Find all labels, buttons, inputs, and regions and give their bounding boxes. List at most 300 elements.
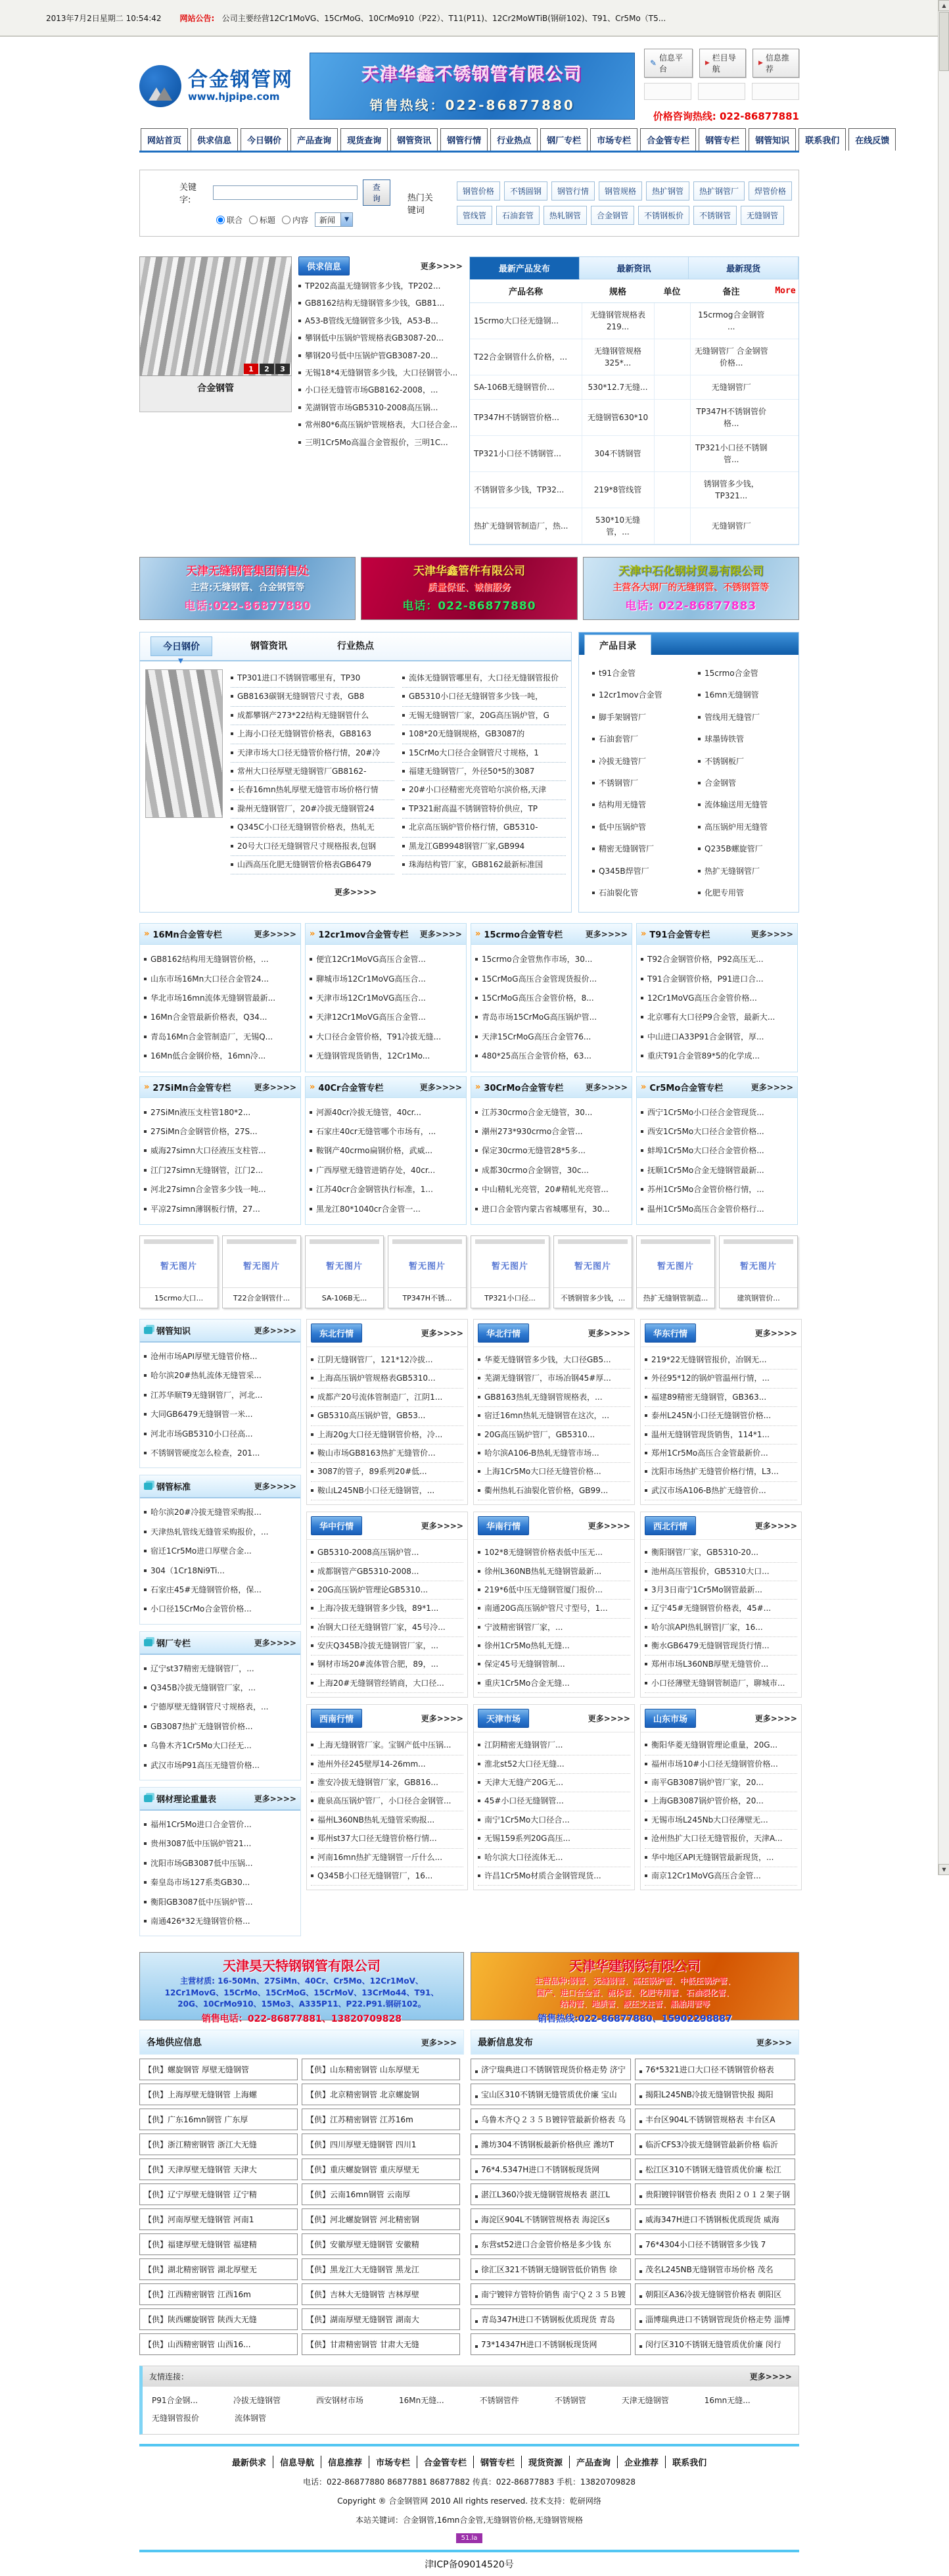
list-item[interactable]: 219*6低中压无缝钢管厦门报价... (478, 1581, 630, 1600)
carousel-page-3[interactable]: 3 (275, 364, 290, 374)
list-item[interactable]: Q345C小口径无缝钢管价格表，热轧无 (231, 819, 394, 837)
cell-product-name[interactable]: TP321小口径不锈钢管... (470, 436, 582, 472)
info-cell[interactable]: 徐汇区321不锈钢无缝钢管低价销售 徐 (471, 2258, 631, 2280)
list-item[interactable]: 不锈钢管硬度怎么检查，201... (144, 1444, 296, 1463)
table-row[interactable] (470, 375, 799, 400)
vertical-scrollbar[interactable] (938, 0, 949, 1875)
list-item[interactable]: TP321耐高温不锈钢管特价供应，TP (402, 800, 566, 819)
table-row[interactable] (470, 472, 799, 508)
list-item[interactable]: 贵州3087低中压锅炉管21... (144, 1834, 296, 1853)
hot-keyword[interactable]: 合金钢管 (591, 206, 634, 225)
catalog-item[interactable]: 热扩无缝钢管厂 (689, 861, 795, 882)
list-item[interactable]: 淮安冷拔无缝钢管厂家，GB816... (311, 1774, 463, 1792)
supply-cell[interactable]: 【供】云南16mn钢管 云南厚 (302, 2183, 460, 2205)
thumb-caption[interactable]: 不锈钢管多少钱，... (554, 1287, 632, 1308)
info-cell[interactable]: 威海347H进口不锈钢板优质现货 威海 (635, 2208, 795, 2230)
product-thumb-card[interactable] (553, 1235, 632, 1308)
list-item[interactable]: 江阴精密无缝钢管厂... (478, 1736, 630, 1755)
catalog-item[interactable]: 精密无缝钢管厂 (583, 838, 689, 860)
supply-cell[interactable]: 【供】螺旋钢管 厚壁无缝钢管 (139, 2059, 298, 2080)
list-item[interactable]: 芜湖无缝钢管厂，市场冶钢45#厚... (478, 1370, 630, 1388)
list-item[interactable]: 衡水GB6479无缝钢管现货行情... (645, 1637, 797, 1656)
supply-cell[interactable]: 【供】四川厚壁无缝钢管 四川1 (302, 2134, 460, 2155)
supply-cell[interactable]: 【供】黑龙江大无缝钢管 黑龙江 (302, 2258, 460, 2280)
list-item[interactable]: 成都攀钢产273*22结构无缝钢管什么 (231, 707, 394, 725)
product-thumb-card[interactable] (471, 1235, 549, 1308)
footer-nav-link[interactable]: 产品查询 (570, 2456, 618, 2468)
supply-demand-title[interactable]: 供求信息 (298, 256, 350, 275)
info-cell[interactable]: 76*5321进口大口径不锈钢管价格表 (635, 2059, 795, 2080)
list-item[interactable]: 45#小口径无缝钢管... (478, 1792, 630, 1811)
info-cell[interactable]: 临沂CFS3冷拔无缝钢管最新价格 临沂 (635, 2134, 795, 2155)
list-item[interactable]: 衡阳华菱无缝钢管理论重量，20G... (645, 1736, 797, 1755)
list-item[interactable]: 成都30crmo合金钢管，30c... (475, 1161, 628, 1180)
list-item[interactable]: 哈尔滨20#热轧流体无缝管采... (144, 1366, 296, 1385)
carousel-page-1[interactable]: 1 (244, 364, 258, 374)
section-more-link[interactable]: 更多>>>> (421, 1328, 463, 1338)
supply-cell[interactable]: 【供】河北螺旋钢管 河北精密钢 (302, 2208, 460, 2230)
list-item[interactable]: 保定30crmo无缝管28*5多... (475, 1141, 628, 1160)
region-title-button[interactable]: 天津市场 (478, 1709, 529, 1728)
list-item[interactable]: 乌鲁木齐1Cr5Mo大口径无... (144, 1736, 296, 1755)
ad-banner-2[interactable]: 天津华鑫管件有限公司 质量保证、诚信服务 电话：022-86877880 (361, 557, 577, 620)
scroll-up-arrow[interactable]: ▲ (938, 0, 949, 11)
list-item[interactable]: 上海1Cr5Mo大口径无缝管价格... (478, 1463, 630, 1481)
friend-link[interactable]: 冷拔无缝钢管 (233, 2396, 281, 2406)
list-item[interactable]: 南通426*32无缝钢管价格... (144, 1912, 296, 1931)
panel-more-link[interactable]: 更多>>> (421, 2038, 457, 2047)
footer-nav-link[interactable]: 联系我们 (672, 2458, 707, 2469)
list-item[interactable]: 保定45号无缝钢管制... (478, 1656, 630, 1674)
list-item[interactable]: 河南16mn热扩无缝钢管一斤什么... (311, 1849, 463, 1867)
friend-link[interactable]: 不锈钢管 (554, 2396, 586, 2406)
list-item[interactable]: 辽宁45#无缝钢管价格表，45#... (645, 1600, 797, 1618)
list-item[interactable]: 北京高压锅炉管价格行情，GB5310- (402, 819, 566, 837)
section-more-link[interactable]: 更多>>>> (588, 1714, 630, 1724)
list-item[interactable]: 南京12Cr1MoVG高压合金管... (645, 1867, 797, 1886)
cell-product-name[interactable]: TP347H不锈钢管价格... (470, 400, 582, 436)
list-item[interactable]: 20号大口径无缝钢管尺寸规格报表,包钢 (231, 838, 394, 856)
scrollbar-thumb[interactable] (939, 12, 949, 71)
list-item[interactable]: 哈尔滨大口径流体无... (478, 1849, 630, 1867)
hot-keyword[interactable]: 热扩钢管 (646, 181, 689, 201)
list-item[interactable]: 秦皇岛市场127系类GB30... (144, 1873, 296, 1892)
list-item[interactable]: 青岛市场15CrMoG高压锅炉管... (475, 1008, 628, 1027)
nav-item[interactable]: 市场专栏 (590, 128, 637, 151)
hot-keyword[interactable]: 热扩钢管厂 (693, 181, 745, 201)
list-item[interactable]: 青岛16Mn合金管制造厂，无锡Q... (144, 1028, 296, 1047)
list-item[interactable]: 鞍钢产40crmo扁钢价格，武威... (310, 1141, 462, 1160)
list-item[interactable]: 徐州L360NB热轧无缝钢管最新... (478, 1563, 630, 1581)
footer-nav-link[interactable]: 合金管专栏 (417, 2456, 474, 2468)
list-item[interactable]: 平凉27simn薄钢板行情，27... (144, 1200, 296, 1219)
hot-keyword[interactable]: 钢管规格 (599, 181, 642, 201)
thumb-caption[interactable]: 热扩无缝钢管制造... (637, 1287, 714, 1308)
info-cell[interactable]: 76*4304小口径不锈钢管多少钱 7 (635, 2233, 795, 2255)
section-more-link[interactable]: 更多>>>> (254, 930, 296, 940)
ad-banner-1[interactable]: 天津无缝钢管集团销售处 主营:无缝钢管、合金钢管等 电话:022-86877880 (139, 557, 356, 620)
list-item[interactable]: 江门27simn无缝钢管，江门2... (144, 1161, 296, 1180)
supply-cell[interactable]: 【供】山西精密钢管 山西16... (139, 2333, 298, 2355)
list-item[interactable]: 小口径薄壁无缝钢管制造厂，聊城市... (645, 1675, 797, 1693)
search-input[interactable] (213, 185, 358, 200)
footer-nav-link[interactable]: 信息导航 (273, 2456, 321, 2468)
list-item[interactable]: 重庆1Cr5Mo合金无缝... (478, 1675, 630, 1693)
nav-item[interactable]: 钢管专栏 (699, 128, 746, 151)
column-nav-button[interactable]: ▶ 栏目导航 (699, 49, 746, 78)
hot-keyword[interactable]: 焊管价格 (749, 181, 792, 201)
list-item[interactable]: 上海小口径无缝钢管价格表，GB8163 (231, 725, 394, 744)
tab-latest-news[interactable]: 最新资讯 (580, 257, 689, 279)
info-cell[interactable]: 宝山区310不锈钢无缝管质优价廉 宝山 (471, 2084, 631, 2105)
list-item[interactable]: 钢材市场20#流体管合肥，89，... (311, 1656, 463, 1674)
section-more-link[interactable]: 更多>>>> (585, 1082, 628, 1092)
thumb-caption[interactable]: 建筑钢管价... (720, 1287, 797, 1308)
list-item[interactable]: 西安1Cr5Mo大口径合金管价格... (641, 1122, 793, 1141)
list-item[interactable]: 大口径合金管价格，T91冷拔无缝... (310, 1028, 462, 1047)
list-item[interactable]: 福州L360NB热轧无缝管采购报... (311, 1811, 463, 1830)
list-item[interactable]: 沈阳市场热扩无缝管价格行情，L3... (645, 1463, 797, 1481)
list-item[interactable]: 沈阳市场GB3087低中压锅... (144, 1854, 296, 1873)
list-item[interactable]: 华中地区API无缝钢管最新现货，... (645, 1849, 797, 1867)
section-more-link[interactable]: 更多>>>> (419, 930, 462, 940)
info-cell[interactable]: 贵阳镀锌钢管价格表 贵阳２０１２架子钢 (635, 2183, 795, 2205)
list-item[interactable]: 苏州1Cr5Mo合金管价格行情，... (641, 1180, 793, 1199)
list-item[interactable]: 山西高压化肥无缝钢管价格表GB6479 (231, 856, 394, 874)
nav-item[interactable]: 合金管专栏 (640, 128, 696, 151)
table-row[interactable] (470, 508, 799, 544)
thumb-caption[interactable]: SA-106B无... (306, 1287, 383, 1308)
product-thumb-card[interactable] (636, 1235, 715, 1308)
list-item[interactable]: 304（1Cr18Ni9Ti... (144, 1562, 296, 1581)
supply-cell[interactable]: 【供】山东精密钢管 山东厚壁无 (302, 2059, 460, 2080)
list-item[interactable]: 郑州市场L360NB厚壁无缝管价... (645, 1656, 797, 1674)
hot-keyword[interactable]: 无缝钢管 (741, 206, 784, 225)
section-more-link[interactable]: 更多>>>> (588, 1521, 630, 1531)
list-item[interactable]: 衡阳钢管厂家，GB5310-20... (645, 1544, 797, 1562)
list-item[interactable]: 蚌埠1Cr5Mo大口径合金管价格... (641, 1141, 793, 1160)
supply-cell[interactable]: 【供】甘肃精密钢管 甘肃大无缝 (302, 2333, 460, 2355)
hot-keyword[interactable]: 不锈钢板价 (638, 206, 689, 225)
list-item[interactable]: 黑龙江80*1040cr合金管一... (310, 1200, 462, 1219)
product-thumb-card[interactable] (222, 1235, 301, 1308)
list-item[interactable]: 池州外径245壁厚14-26mm... (311, 1755, 463, 1774)
catalog-item[interactable]: 石油套管厂 (583, 728, 689, 750)
info-cell[interactable]: 73*14347H进口不锈钢板现货网 (471, 2333, 631, 2355)
friend-link[interactable]: 16mn无缝... (704, 2396, 751, 2406)
list-item[interactable]: 小口径无缝管市场GB8162-2008，... (298, 385, 463, 396)
list-item[interactable]: 威海27simn大口径液压支柱管... (144, 1141, 296, 1160)
list-item[interactable]: 16Mn低合金钢价格，16mn冷... (144, 1047, 296, 1066)
bottom-banner-2[interactable]: 天津华建钢铁有限公司 主营品种:钢管、无缝钢管、高压锅炉管、中低压锅炉管、 国产、进口合金管、流体管、化肥专用管、石油裂化管、 结构管、地质管、液压支柱管、船舶用管等 销售热线:022-86877880、15902298887 (471, 1952, 799, 2020)
catalog-item[interactable]: Q345B焊管厂 (583, 861, 689, 882)
list-item[interactable]: 江苏华顺T9无缝钢管厂，河北... (144, 1386, 296, 1405)
list-item[interactable]: 大同GB6479无缝钢管一米... (144, 1405, 296, 1424)
list-item[interactable]: 郑州st37大口径无缝管价格行情... (311, 1830, 463, 1848)
catalog-item[interactable]: 不锈钢管厂 (583, 773, 689, 794)
list-item[interactable]: 武汉市场A106-B热扩无缝管价... (645, 1482, 797, 1500)
section-more-link[interactable]: 更多>>>> (254, 1794, 296, 1804)
list-item[interactable]: 中山进口A33P91合金钢管，厚... (641, 1028, 793, 1047)
list-item[interactable]: 华菱无缝钢管多少钱，大口径GB5... (478, 1351, 630, 1370)
cell-product-name[interactable]: 热扩无缝钢管制造厂，热... (470, 508, 582, 544)
section-more-link[interactable]: 更多>>>> (419, 1082, 462, 1092)
list-item[interactable]: GB8163碳钢无缝钢管尺寸表，GB8 (231, 688, 394, 706)
list-item[interactable]: 温州1Cr5Mo高压合金管价格行... (641, 1200, 793, 1219)
supply-cell[interactable]: 【供】辽宁厚壁无缝钢管 辽宁精 (139, 2183, 298, 2205)
list-item[interactable]: 中山精轧光亮管，20#精轧光亮管... (475, 1180, 628, 1199)
list-item[interactable]: GB8162结构无缝钢管多少钱，GB81... (298, 298, 463, 309)
list-item[interactable]: 福建无缝钢管厂，外径50*5的3087 (402, 763, 566, 781)
supply-cell[interactable]: 【供】陕西螺旋钢管 陕西大无缝 (139, 2308, 298, 2330)
catalog-item[interactable]: 化肥专用管 (689, 882, 795, 904)
list-item[interactable]: 南宁1Cr5Mo大口径合... (478, 1811, 630, 1830)
list-item[interactable]: 华北市场16mn流体无缝钢管最新... (144, 989, 296, 1008)
catalog-item[interactable]: 合金钢管 (689, 773, 795, 794)
nav-item[interactable]: 现货查询 (340, 128, 388, 151)
list-item[interactable]: 219*22无缝钢管报价，冶钢无... (645, 1351, 797, 1370)
section-more-link[interactable]: 更多>>>> (754, 1521, 797, 1531)
site-logo[interactable] (139, 65, 300, 107)
section-more-link[interactable]: 更多>>>> (751, 930, 793, 940)
list-item[interactable]: 三明1Cr5Mo高温合金管报价，三明1C... (298, 437, 463, 448)
section-more-link[interactable]: 更多>>>> (421, 1714, 463, 1724)
info-cell[interactable]: 乌鲁木齐Ｑ２３５Ｂ镀锌管最新价格表 乌 (471, 2109, 631, 2130)
section-more-link[interactable]: 更多>>>> (751, 1082, 793, 1092)
list-item[interactable]: GB8162结构用无缝钢管价格，... (144, 950, 296, 969)
list-item[interactable]: 宿迁1Cr5Mo进口厚壁合金... (144, 1542, 296, 1561)
list-item[interactable]: 20G高压锅炉管理论GB5310... (311, 1581, 463, 1600)
list-item[interactable]: 哈尔滨A106-B热轧无缝管市场... (478, 1444, 630, 1463)
nav-item[interactable]: 供求信息 (191, 128, 238, 151)
supply-cell[interactable]: 【供】湖南厚壁无缝钢管 湖南大 (302, 2308, 460, 2330)
list-item[interactable]: 上海冷拔无缝钢管多少钱，89*1... (311, 1600, 463, 1618)
list-item[interactable]: 常州大口径厚壁无缝钢管厂GB8162- (231, 763, 394, 781)
list-item[interactable]: 宁德厚壁无缝钢管尺寸规格表，... (144, 1698, 296, 1717)
list-item[interactable]: 江阴无缝钢管厂，121*12冷拔... (311, 1351, 463, 1370)
section-more-link[interactable]: 更多>>>> (254, 1638, 296, 1648)
section-more-link[interactable]: 更多>>>> (754, 1328, 797, 1338)
thumb-caption[interactable]: TP347H不锈... (388, 1287, 466, 1308)
list-item[interactable]: 哈尔滨20#冷拔无缝管采购报... (144, 1503, 296, 1522)
list-item[interactable]: 宁波精密钢管厂家，... (478, 1619, 630, 1637)
list-item[interactable]: 西宁1Cr5Mo小口径合金管现货... (641, 1103, 793, 1122)
nav-item[interactable]: 钢管知识 (749, 128, 796, 151)
list-item[interactable]: 15CrMo大口径合金钢管尺寸规格，1 (402, 744, 566, 763)
friend-link[interactable]: P91合金钢... (152, 2396, 198, 2406)
list-item[interactable]: 进口合金管内蒙古省城哪里有，30... (475, 1200, 628, 1219)
radio-union[interactable]: 联合 (216, 214, 243, 226)
list-item[interactable]: 淮北st52大口径无缝... (478, 1755, 630, 1774)
list-item[interactable]: 鞍山L245NB小口径无缝钢管，... (311, 1482, 463, 1500)
friend-link[interactable]: 16Mn无缝... (398, 2396, 444, 2406)
product-carousel[interactable] (139, 256, 292, 545)
catalog-item[interactable]: 16mn无缝钢管 (689, 684, 795, 706)
list-item[interactable]: Q345B小口径无缝钢管厂，16... (311, 1867, 463, 1886)
list-item[interactable]: 福州市场10#小口径无缝钢管价格... (645, 1755, 797, 1774)
catalog-item[interactable]: 高压锅炉用无缝管 (689, 817, 795, 838)
nav-item[interactable]: 今日钢价 (241, 128, 288, 151)
table-row[interactable] (470, 400, 799, 436)
list-item[interactable]: 无缝钢管现货销售，12Cr1Mo... (310, 1047, 462, 1066)
footer-nav-link[interactable]: 现货资源 (522, 2456, 570, 2468)
list-item[interactable]: 黑龙江GB9948钢管厂家,GB994 (402, 838, 566, 856)
table-row[interactable] (470, 339, 799, 375)
list-item[interactable]: 芜湖钢管市场GB5310-2008高压锅... (298, 402, 463, 414)
section-more-link[interactable]: 更多>>>> (754, 1714, 797, 1724)
list-item[interactable]: 沧州市场API厚壁无缝管价格... (144, 1347, 296, 1366)
list-item[interactable]: 15CrMoG高压合金管现货报价... (475, 970, 628, 989)
hot-keyword[interactable]: 钢管价格 (457, 181, 500, 201)
supply-cell[interactable]: 【供】北京精密钢管 北京螺旋钢 (302, 2084, 460, 2105)
section-more-link[interactable]: 更多>>>> (588, 1328, 630, 1338)
scroll-down-arrow[interactable]: ▼ (938, 1864, 949, 1875)
table-more-link[interactable]: More (772, 279, 799, 303)
tab-today-price[interactable]: 今日钢价 ▼ (150, 636, 212, 656)
section-more-link[interactable]: 更多>>>> (254, 1082, 296, 1092)
list-item[interactable]: TP202高温无缝钢管多少钱，TP202... (298, 281, 463, 292)
list-item[interactable]: 许昌1Cr5Mo材质合金钢管现货... (478, 1867, 630, 1886)
list-item[interactable]: 天津大无缝产20G无... (478, 1774, 630, 1792)
footer-nav-link[interactable]: 钢管专栏 (474, 2456, 522, 2468)
info-platform-button[interactable]: ✎ 信息平台 (644, 49, 693, 78)
list-item[interactable]: 河源40cr冷拔无缝管，40cr... (310, 1103, 462, 1122)
list-item[interactable]: 20G高压锅炉管厂，GB5310... (478, 1426, 630, 1444)
list-item[interactable]: 上海20g大口径无缝钢管价格，冷... (311, 1426, 463, 1444)
list-item[interactable]: 宿迁16mn热轧无缝钢管在这次，... (478, 1407, 630, 1425)
list-item[interactable]: A53-B管线无缝钢管多少钱，A53-B... (298, 316, 463, 327)
cell-product-name[interactable]: 15crmo大口径无缝钢... (470, 303, 582, 339)
list-item[interactable]: 徐州1Cr5Mo热轧无缝... (478, 1637, 630, 1656)
list-item[interactable]: 福州1Cr5Mo进口合金管价... (144, 1815, 296, 1834)
supply-cell[interactable]: 【供】河南厚壁无缝钢管 河南1 (139, 2208, 298, 2230)
list-item[interactable]: 天津市场12Cr1MoVG高压合... (310, 989, 462, 1008)
catalog-item[interactable]: 管线用无缝管厂 (689, 707, 795, 728)
list-item[interactable]: 攀钢低中压锅炉管规格表GB3087-20... (298, 333, 463, 344)
catalog-item[interactable]: 结构用无缝管 (583, 794, 689, 816)
thumb-caption[interactable]: T22合金钢管什... (223, 1287, 300, 1308)
list-item[interactable]: 聊城市场12Cr1MoVG高压合... (310, 970, 462, 989)
carousel-caption[interactable]: 合金钢管 (139, 376, 292, 412)
friend-links-more[interactable]: 更多>>>> (749, 2372, 792, 2382)
section-more-link[interactable]: 更多>>>> (585, 930, 628, 940)
list-item[interactable]: 山东市场16Mn大口径合金管24... (144, 970, 296, 989)
list-item[interactable]: 15crmo合金管焦作市场，30... (475, 950, 628, 969)
list-item[interactable]: 12Cr1MoVG高压合金管价格... (641, 989, 793, 1008)
supply-cell[interactable]: 【供】安徽厚壁无缝钢管 安徽精 (302, 2233, 460, 2255)
list-item[interactable]: 无锡无缝钢管厂家，20G高压锅炉管，G (402, 707, 566, 725)
today-more-link[interactable]: 更多>>>> (334, 888, 377, 897)
carousel-image[interactable] (139, 256, 292, 376)
list-item[interactable]: 衡阳GB3087低中压锅炉管... (144, 1893, 296, 1912)
catalog-item[interactable]: 脚手架钢管厂 (583, 707, 689, 728)
list-item[interactable]: 无锡18*4无缝钢管多少钱，大口径钢管小... (298, 368, 463, 379)
catalog-item[interactable]: t91合金管 (583, 663, 689, 684)
list-item[interactable]: 江苏40cr合金钢管执行标准，1... (310, 1180, 462, 1199)
panel-more-link[interactable]: 更多>>> (756, 2038, 792, 2047)
list-item[interactable]: 天津热轧管线无缝管采购报价，... (144, 1523, 296, 1542)
footer-nav-link[interactable]: 信息推荐 (321, 2456, 369, 2468)
header-ad-banner[interactable] (310, 53, 635, 120)
hot-keyword[interactable]: 管线管 (457, 206, 492, 225)
tab-latest-stock[interactable]: 最新现货 (689, 257, 799, 279)
search-button[interactable]: 查询 (363, 179, 390, 206)
stats-badge[interactable]: 51.la (456, 2533, 483, 2543)
list-item[interactable]: 南通20G高压锅炉管尺寸型号，1... (478, 1600, 630, 1618)
info-cell[interactable]: 济宁瑞典进口不锈钢管现货价格走势 济宁 (471, 2059, 631, 2080)
product-thumb-card[interactable] (388, 1235, 467, 1308)
table-row[interactable] (470, 436, 799, 472)
friend-link[interactable]: 无缝钢管报价 (152, 2414, 200, 2423)
list-item[interactable]: 480*25高压合金管价格，63... (475, 1047, 628, 1066)
list-item[interactable]: 外径95*12的锅炉管温州行情，... (645, 1370, 797, 1388)
list-item[interactable]: 沧州热扩大口径无缝管报价，天津A... (645, 1830, 797, 1848)
supply-cell[interactable]: 【供】天津厚壁无缝钢管 天津大 (139, 2159, 298, 2180)
list-item[interactable]: 珠海结构管厂家，GB8162最新标准国 (402, 856, 566, 874)
list-item[interactable]: Q345B冷拔无缝钢管厂家，... (144, 1679, 296, 1698)
catalog-item[interactable]: 石油裂化管 (583, 882, 689, 904)
list-item[interactable]: 上海GB3087锅炉管价格，20... (645, 1792, 797, 1811)
list-item[interactable]: 天津12Cr1MoVG高压合金管... (310, 1008, 462, 1027)
ad-banner-3[interactable]: 天津中石化钢材贸易有限公司 主营各大钢厂的无缝钢管、不锈钢管等 电话: 022-86877883 (583, 557, 799, 620)
list-item[interactable]: 河北市场GB5310小口径高... (144, 1425, 296, 1444)
section-more-link[interactable]: 更多>>>> (254, 1325, 296, 1335)
catalog-item[interactable]: 冷拔无缝管厂 (583, 751, 689, 773)
catalog-item[interactable]: 球墨铸铁管 (689, 728, 795, 750)
hot-keyword[interactable]: 钢管行情 (551, 181, 595, 201)
radio-content[interactable]: 内容 (282, 214, 308, 226)
cell-product-name[interactable]: T22合金钢管什么价格，... (470, 339, 582, 375)
nav-item[interactable]: 联系我们 (799, 128, 846, 151)
list-item[interactable]: TP301进口不锈钢管哪里有，TP30 (231, 669, 394, 688)
supply-cell[interactable]: 【供】广东16mn钢管 广东厚 (139, 2109, 298, 2130)
list-item[interactable]: 滁州无缝钢管厂，20#冷拔无缝钢管24 (231, 800, 394, 819)
list-item[interactable]: 泰州L245N小口径无缝钢管价格... (645, 1407, 797, 1425)
info-cell[interactable]: 朝阳区A36冷拔无缝钢管价格表 朝阳区 (635, 2283, 795, 2305)
catalog-item[interactable]: 低中压锅炉管 (583, 817, 689, 838)
list-item[interactable]: 鞍山市场GB8163热扩无缝管价... (311, 1444, 463, 1463)
list-item[interactable]: 池州高压管报价，GB5310大口... (645, 1563, 797, 1581)
list-item[interactable]: 北京哪有大口径P9合金管，最新大... (641, 1008, 793, 1027)
list-item[interactable]: 便宜12Cr1MoVG高压合金管... (310, 950, 462, 969)
supply-cell[interactable]: 【供】江苏精密钢管 江苏16m (302, 2109, 460, 2130)
list-item[interactable]: 石家庄45#无缝钢管价格，保... (144, 1581, 296, 1600)
region-title-button[interactable]: 西北行情 (645, 1516, 696, 1535)
friend-link[interactable]: 天津无缝钢管 (621, 2396, 669, 2406)
supply-cell[interactable]: 【供】湖北精密钢管 湖北厚壁无 (139, 2258, 298, 2280)
nav-item[interactable]: 网站首页 (141, 128, 188, 151)
supply-cell[interactable]: 【供】上海厚壁无缝钢管 上海螺 (139, 2084, 298, 2105)
nav-item[interactable]: 钢管行情 (440, 128, 488, 151)
icp-number[interactable]: 津ICP备09014520号 (425, 2560, 514, 2571)
list-item[interactable]: 流体无缝钢管哪里有，大口径无缝钢管报价 (402, 669, 566, 688)
bottom-banner-1[interactable]: 天津昊天特钢钢管有限公司 主营材质: 16-50Mn、27SiMn、40Cr、Cr5Mo、12Cr1MoV、 12Cr1MovG、15CrMo、15CrMoG、15CrMoV、13CrMo44、T91、 20G、10CrMo910、15Mo3、A335P11、P22.P91.钢研102。 销售电话：022-86877881、13820709828 (139, 1952, 464, 2020)
supply-cell[interactable]: 【供】重庆螺旋钢管 重庆厚壁无 (302, 2159, 460, 2180)
supply-demand-more-link[interactable]: 更多>>>> (420, 262, 463, 271)
hot-keyword[interactable]: 石油套管 (496, 206, 540, 225)
list-item[interactable]: 衢州热轧石油裂化管价格，GB99... (478, 1482, 630, 1500)
info-cell[interactable]: 潍坊304不锈钢板最新价格供应 潍坊T (471, 2134, 631, 2155)
list-item[interactable]: 江苏30crmo合金无缝管，30... (475, 1103, 628, 1122)
list-item[interactable]: 安庆Q345B冷拔无缝钢管厂家，... (311, 1637, 463, 1656)
info-cell[interactable]: 茂名L245NB无缝钢管市场价格 茂名 (635, 2258, 795, 2280)
product-thumb-card[interactable] (139, 1235, 218, 1308)
info-cell[interactable]: 淄博瑞典进口不锈钢管现货价格走势 淄博 (635, 2308, 795, 2330)
list-item[interactable]: 攀钢20号低中压锅炉管GB3087-20... (298, 350, 463, 362)
list-item[interactable]: T91合金钢管价格，P91进口合... (641, 970, 793, 989)
list-item[interactable]: 郑州1Cr5Mo高压合金管最新价... (645, 1444, 797, 1463)
list-item[interactable]: 20#小口径精密光亮管哈尔滨价格,天津 (402, 781, 566, 799)
